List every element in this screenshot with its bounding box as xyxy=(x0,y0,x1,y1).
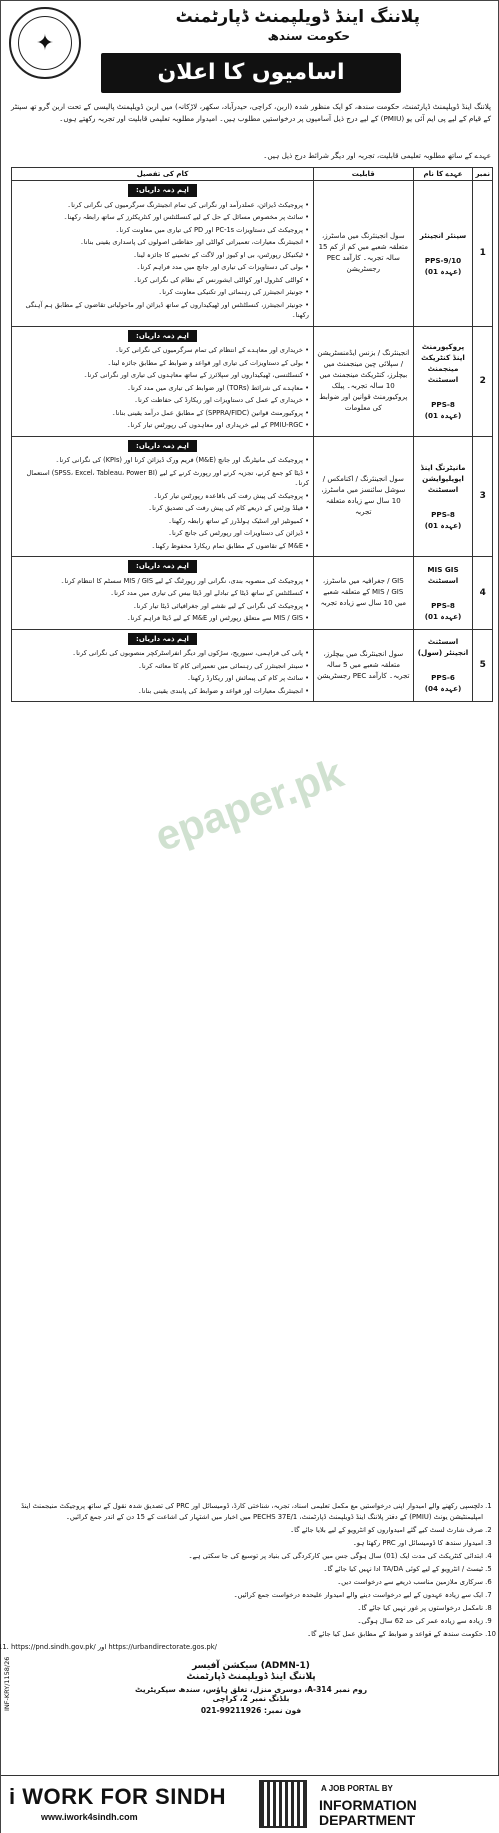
intro-paragraph: پلاننگ اینڈ ڈویلپمنٹ ڈپارٹمنٹ، حکومت سندھ، کو ایک منظور شدہ (اربن، کراچی، حیدرآباد، سکھر، لاڑکانہ) میں اربن ڈویلپمنٹ پالیسی کے تحت اربن گرو تھ سینٹر کے قیام کے لیے پی ایم آئی یو (PMIU) کے لیے درج ذیل آسامیوں پر درخواستیں مطلوب ہیں۔ امیدوار مطلوبہ تعلیمی قابلیت اور تجربہ رکھتے ہوں۔ xyxy=(11,102,491,123)
header-duties: کام کی تفصیل xyxy=(12,168,314,181)
term-item: 5. ٹیسٹ / انٹرویو کے لیے کوئی TA/DA ادا نہیں کیا جائے گا۔ xyxy=(11,1564,483,1575)
duty-item: • جونیئر انجینئرز، کنسلٹنٹس اور ٹھیکیداروں کے ساتھ ڈیزائن اور ماحولیاتی تقاضوں کے مطابق ہم آہنگی رکھنا۔ xyxy=(16,300,309,321)
duties-heading: اہم ذمہ داریاں: xyxy=(128,440,197,453)
post-scale: PPS-8 xyxy=(431,400,455,409)
term-item: 9. زیادہ سے زیادہ عمر کی حد 62 سال ہوگی۔ xyxy=(11,1616,483,1627)
duty-item: • سائٹ پر کام کی پیمائش اور ریکارڈ رکھنا۔ xyxy=(16,673,309,684)
post-post: اسسٹنٹ انجینئر (سول) xyxy=(417,637,469,658)
duties-cell xyxy=(12,181,314,327)
duty-item: • پروجیکٹ کی مانیٹرنگ اور جانچ (M&E) فریم ورک ڈیزائن کرنا اور (KPIs) کی نگرانی کرنا۔ xyxy=(16,455,309,466)
post-cell xyxy=(413,181,473,327)
duty-item: • ڈیزائن کی دستاویزات اور رپورٹس کی جانچ کرنا۔ xyxy=(16,528,309,539)
duty-item: • بولی کے دستاویزات کی تیاری اور قواعد و ضوابط کے مطابق جائزہ لینا۔ xyxy=(16,358,309,369)
post-scale: PPS-6 xyxy=(431,673,455,683)
address-line-2: بلڈنگ نمبر 2، کراچی xyxy=(212,1694,290,1703)
header-post: عہدے کا نام xyxy=(413,168,473,181)
sindh-govt-logo xyxy=(9,7,81,79)
brand-text: WORK FOR SINDH xyxy=(22,1784,226,1809)
post-cell xyxy=(413,629,473,702)
table-body xyxy=(12,181,493,702)
table-row xyxy=(12,181,493,327)
header-qualification: قابلیت xyxy=(314,168,414,181)
term-item: 2. صرف شارٹ لسٹ کیے گئے امیدواروں کو انٹرویو کے لیے بلایا جائے گا۔ xyxy=(11,1525,483,1536)
post-post: مانیٹرنگ اینڈ ایویلیوایشن اسسٹنٹ xyxy=(420,462,466,494)
term-item: 3. امیدوار سندھ کا ڈومیسائل اور PRC رکھتا ہو۔ xyxy=(11,1538,483,1549)
duty-item: • پروجیکٹ ڈیزائن، عملدرآمد اور نگرانی کی تمام انجینئرنگ سرگرمیوں کی نگرانی کرنا۔ xyxy=(16,200,309,211)
duty-item: • پروجیکٹ کی پیش رفت کی باقاعدہ رپورٹس تیار کرنا۔ xyxy=(16,491,309,502)
watermark: epaper.pk xyxy=(148,748,350,861)
officer-title: (ADMN-1) سیکشن آفیسر xyxy=(192,1661,310,1671)
table-row xyxy=(12,629,493,702)
header xyxy=(1,1,499,96)
table-row xyxy=(12,326,493,436)
row-number: 5 xyxy=(473,629,493,702)
duty-item: • PMIU-RGC کے لیے خریداری اور معاہدوں کی رپورٹس تیار کرنا۔ xyxy=(16,420,309,431)
department-title: پلاننگ اینڈ ڈویلپمنٹ ڈپارٹمنٹ xyxy=(175,7,420,27)
duty-item: • انجینئرنگ معیارات اور قواعد و ضوابط کی پابندی یقینی بنانا۔ xyxy=(16,686,309,697)
brand-name xyxy=(9,1784,226,1810)
post-post: پروکیورمنٹ اینڈ کنٹریکٹ مینجمنٹ اسسٹنٹ xyxy=(421,342,465,384)
qualification-cell: سول انجینئرنگ / اکنامکس / سوشل سائنسز میں ماسٹرز، 10 سال سے زیادہ متعلقہ تجربہ xyxy=(314,436,414,557)
duties-heading: اہم ذمہ داریاں: xyxy=(128,560,197,573)
post-scale: PPS-8 xyxy=(431,509,455,519)
duty-item: • MIS / GIS سے متعلق رپورٹس اور M&E کے لیے ڈیٹا فراہم کرنا۔ xyxy=(16,613,309,624)
intro-note: عہدے کے ساتھ مطلوبہ تعلیمی قابلیت، تجربہ اور دیگر شرائط درج ذیل ہیں۔ xyxy=(263,151,491,160)
duty-item: • پانی کی فراہمی، سیوریج، سڑکوں اور دیگر انفراسٹرکچر منصوبوں کی نگرانی کرنا۔ xyxy=(16,648,309,659)
row-number: 2 xyxy=(473,326,493,436)
duty-item: • معاہدے کی شرائط (TORs) اور ضوابط کی تیاری میں مدد کرنا۔ xyxy=(16,383,309,394)
post-cell xyxy=(413,326,473,436)
i-logo-icon: i xyxy=(9,1784,23,1809)
post-cell xyxy=(413,436,473,557)
post-count: (عہدہ 04) xyxy=(424,684,462,694)
post-cell xyxy=(413,557,473,630)
table-row xyxy=(12,436,493,557)
post-count: (عہدہ 01) xyxy=(424,520,462,530)
post-post: MIS GIS اسسٹنٹ xyxy=(427,564,459,585)
header-no: نمبر xyxy=(473,168,493,181)
announcement-banner: اسامیوں کا اعلان xyxy=(101,53,401,93)
brand-url[interactable]: www.iwork4sindh.com xyxy=(41,1812,138,1822)
duties-cell xyxy=(12,629,314,702)
post-scale: PPS-9/10 xyxy=(424,255,462,265)
row-number: 3 xyxy=(473,436,493,557)
duty-item: • کنسلٹنسی، ٹھیکیداروں اور سپلائرز کے ساتھ معاہدوں کی تیاری اور نگرانی کرنا۔ xyxy=(16,370,309,381)
government-name: حکومت سندھ xyxy=(267,29,350,43)
term-item: 6. سرکاری ملازمین مناسب ذریعے سے درخواست دیں۔ xyxy=(11,1577,483,1588)
duty-item: • ٹیکنیکل رپورٹس، بی او کیوز اور لاگت کے تخمینے کا جائزہ لینا۔ xyxy=(16,250,309,261)
duties-heading: اہم ذمہ داریاں: xyxy=(128,184,197,197)
qr-code-icon[interactable] xyxy=(259,1780,307,1828)
duty-item: • کمیونٹیز اور اسٹیک ہولڈرز کے ساتھ رابطہ رکھنا۔ xyxy=(16,516,309,527)
inf-reference: INF-KRY/1158/26 xyxy=(3,1656,11,1711)
duty-item: • خریداری کے عمل کی دستاویزات اور ریکارڈ کی حفاظت کرنا۔ xyxy=(16,395,309,406)
info-dept-line-2: DEPARTMENT xyxy=(319,1812,416,1828)
term-item: 4. ابتدائی کنٹریکٹ کی مدت ایک (01) سال ہوگی جس میں کارکردگی کی بنیاد پر توسیع کی جا سکتی ہے۔ xyxy=(11,1551,483,1562)
duties-heading: اہم ذمہ داریاں: xyxy=(128,330,197,343)
duty-item: • خریداری اور معاہدے کے انتظام کی تمام سرگرمیوں کی نگرانی کرنا۔ xyxy=(16,345,309,356)
term-item: 8. نامکمل درخواستوں پر غور نہیں کیا جائے گا۔ xyxy=(11,1603,483,1614)
website-links[interactable]: 11. https://pnd.sindh.gov.pk/ اور https://urbandirectorate.gos.pk/ xyxy=(11,1642,483,1653)
qualification-cell: سول انجینئرنگ میں بیچلرز، متعلقہ شعبے میں 5 سالہ تجربہ۔ کارآمد PEC رجسٹریشن xyxy=(314,629,414,702)
footer-banner xyxy=(1,1775,499,1833)
qualification-cell: انجینئرنگ / بزنس ایڈمنسٹریشن / سپلائی چین مینجمنٹ میں بیچلرز، کنٹریکٹ مینجمنٹ میں 10 سالہ تجربہ۔ پبلک پروکیورمنٹ قوانین اور ضوابط کی معلومات xyxy=(314,326,414,436)
qualification-cell: GIS / جغرافیہ میں ماسٹرز، MIS / GIS کے متعلقہ شعبے میں 10 سال سے زیادہ تجربہ xyxy=(314,557,414,630)
duties-cell xyxy=(12,436,314,557)
duty-item: • کنسلٹنٹس کے ساتھ ڈیٹا کے تبادلے اور ڈیٹا بیس کی تیاری میں مدد کرنا۔ xyxy=(16,588,309,599)
duties-heading: اہم ذمہ داریاں: xyxy=(128,633,197,646)
duty-item: • بولی کی دستاویزات کی تیاری اور جانچ میں مدد فراہم کرنا۔ xyxy=(16,262,309,273)
address-line-1: روم نمبر 314-A، دوسری منزل، تغلق ہاؤس، سندھ سیکریٹریٹ xyxy=(134,1685,368,1694)
term-item: 1. دلچسپی رکھنے والے امیدوار اپنی درخواستیں مع مکمل تعلیمی اسناد، تجربہ، شناختی کارڈ، ڈومیسائل اور PRC کی تصدیق شدہ نقول کے ساتھ پروجیکٹ منیجمنٹ اینڈ امپلیمنٹیشن یونٹ (PMIU) کے دفتر پلاننگ اینڈ ڈویلپمنٹ ڈپارٹمنٹ، PECHS 37E/1 میں اخبار میں اشتہار کی اشاعت کے 15 دن کے اندر جمع کرائیں۔ xyxy=(11,1501,483,1523)
officer-department: پلاننگ اینڈ ڈویلپمنٹ ڈپارٹمنٹ xyxy=(186,1672,316,1682)
post-count: (عہدہ 01) xyxy=(424,411,462,420)
duty-item: • سینئر انجینئرز کی رہنمائی میں تعمیراتی کام کا معائنہ کرنا۔ xyxy=(16,661,309,672)
table-header-row xyxy=(12,168,493,181)
duty-item: • کوالٹی کنٹرول اور کوالٹی ایشورنس کے نظام کی نگرانی کرنا۔ xyxy=(16,275,309,286)
duty-item: • M&E کے تقاضوں کے مطابق تمام ریکارڈ محفوظ رکھنا۔ xyxy=(16,541,309,552)
phone-number: 021-99211926 :فون نمبر xyxy=(200,1706,302,1715)
qualification-cell: سول انجینئرنگ میں ماسٹرز، متعلقہ شعبے میں کم از کم 15 سالہ تجربہ۔ کارآمد PEC رجسٹریشن xyxy=(314,181,414,327)
duty-item: • پروجیکٹ کی نگرانی کے لیے نقشے اور جغرافیائی ڈیٹا تیار کرنا۔ xyxy=(16,601,309,612)
term-item: 7. ایک سے زیادہ عہدوں کے لیے درخواست دینے والے امیدوار علیحدہ درخواست جمع کرائیں۔ xyxy=(11,1590,483,1601)
vacancies-table xyxy=(11,167,493,702)
duties-cell xyxy=(12,557,314,630)
post-count: (عہدہ 01) xyxy=(424,266,462,276)
post-count: (عہدہ 01) xyxy=(424,611,462,621)
terms-list xyxy=(11,1501,493,1655)
duty-item: • فیلڈ وزٹس کے ذریعے کام کی پیش رفت کی تصدیق کرنا۔ xyxy=(16,503,309,514)
portal-label: A JOB PORTAL BY xyxy=(321,1784,393,1793)
duty-item: • انجینئرنگ معیارات، تعمیراتی کوالٹی اور حفاظتی اصولوں کی پاسداری یقینی بنانا۔ xyxy=(16,237,309,248)
duty-item: • پروکیورمنٹ قوانین (SPPRA/FIDC) کے مطابق عمل درآمد یقینی بنانا۔ xyxy=(16,408,309,419)
duty-item: • پروجیکٹ کی دستاویزات PC-1s اور PD کی تیاری میں معاونت کرنا۔ xyxy=(16,225,309,236)
row-number: 4 xyxy=(473,557,493,630)
emblem-icon: ✦ xyxy=(18,16,72,70)
info-department xyxy=(319,1798,417,1828)
duty-item: • جونیئر انجینئرز کی رہنمائی اور تکنیکی معاونت کرنا۔ xyxy=(16,287,309,298)
term-item: 10. حکومت سندھ کے قواعد و ضوابط کے مطابق عمل کیا جائے گا۔ xyxy=(11,1629,483,1640)
post-post: سینئر انجینئر xyxy=(419,230,467,240)
duties-cell xyxy=(12,326,314,436)
table-row xyxy=(12,557,493,630)
signature-block xyxy=(121,1661,381,1715)
post-scale: PPS-8 xyxy=(431,600,455,610)
duty-item: • پروجیکٹ کی منصوبہ بندی، نگرانی اور رپورٹنگ کے لیے MIS / GIS سسٹم کا انتظام کرنا۔ xyxy=(16,576,309,587)
duty-item: • سائٹ پر مخصوص مسائل کے حل کے لیے کنسلٹنٹس اور کنٹریکٹرز کے ساتھ رابطہ رکھنا۔ xyxy=(16,212,309,223)
duty-item: • ڈیٹا کو جمع کرنے، تجزیہ کرنے اور رپورٹ کرنے کے لیے (SPSS، Excel، Tableau، Power BI) استعمال کرنا۔ xyxy=(16,468,309,489)
row-number: 1 xyxy=(473,181,493,327)
info-dept-line-1: INFORMATION xyxy=(319,1797,417,1813)
